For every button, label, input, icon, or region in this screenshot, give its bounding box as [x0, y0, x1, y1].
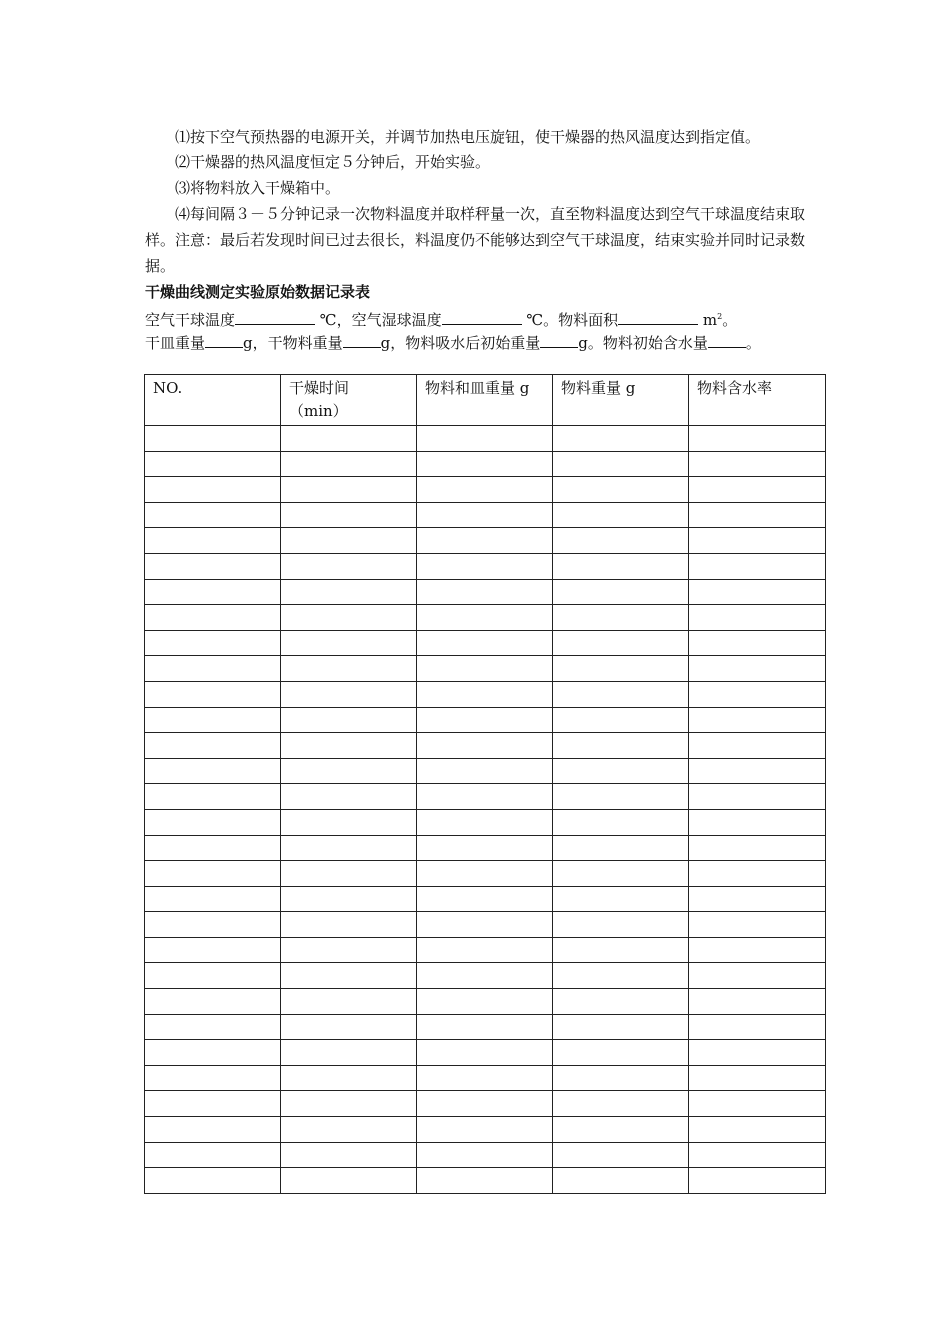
- table-cell[interactable]: [689, 579, 826, 605]
- table-cell[interactable]: [689, 502, 826, 528]
- table-cell[interactable]: [145, 553, 281, 579]
- table-row: [145, 733, 826, 759]
- table-cell[interactable]: [145, 758, 281, 784]
- table-cell[interactable]: [417, 835, 553, 861]
- table-cell[interactable]: [281, 1117, 417, 1143]
- dry-bulb-label: 空气干球温度: [145, 311, 236, 329]
- table-cell[interactable]: [145, 784, 281, 810]
- table-cell[interactable]: [417, 1091, 553, 1117]
- table-cell[interactable]: [553, 707, 689, 733]
- header-drying-time: 干燥时间 （min）: [281, 375, 417, 426]
- table-row: [145, 912, 826, 938]
- initial-moisture-blank[interactable]: [708, 332, 746, 348]
- table-row: [145, 656, 826, 682]
- table-cell[interactable]: [145, 451, 281, 477]
- table-cell[interactable]: [281, 1014, 417, 1040]
- step-4: ⑷每间隔３－５分钟记录一次物料温度并取样秤量一次，直至物料温度达到空气干球温度结束取样。注意：最后若发现时间已过去很长，料温度仍不能够达到空气干球温度，结束实验并同时记录数据。: [145, 205, 806, 275]
- table-cell[interactable]: [553, 912, 689, 938]
- table-row: [145, 1040, 826, 1066]
- table-cell[interactable]: [553, 1091, 689, 1117]
- table-cell[interactable]: [281, 886, 417, 912]
- table-cell[interactable]: [281, 605, 417, 631]
- header-no: NO.: [145, 375, 281, 426]
- table-cell[interactable]: [417, 963, 553, 989]
- table-cell[interactable]: [281, 1142, 417, 1168]
- table-cell[interactable]: [689, 605, 826, 631]
- table-cell[interactable]: [281, 809, 417, 835]
- table-cell[interactable]: [553, 1142, 689, 1168]
- table-cell[interactable]: [145, 477, 281, 503]
- table-cell[interactable]: [145, 1065, 281, 1091]
- table-cell[interactable]: [281, 784, 417, 810]
- step-3: ⑶将物料放入干燥箱中。: [175, 179, 341, 197]
- table-row: [145, 579, 826, 605]
- step-2: ⑵干燥器的热风温度恒定５分钟后，开始实验。: [175, 153, 491, 171]
- area-unit-exponent: 2: [717, 312, 723, 321]
- table-row: [145, 502, 826, 528]
- table-cell[interactable]: [553, 681, 689, 707]
- table-cell[interactable]: [689, 528, 826, 554]
- table-cell[interactable]: [417, 630, 553, 656]
- line1-end: 。: [722, 311, 738, 329]
- table-cell[interactable]: [689, 1065, 826, 1091]
- table-cell[interactable]: [417, 886, 553, 912]
- header-material-weight: 物料重量 g: [553, 375, 689, 426]
- area-label: ℃。物料面积: [526, 311, 619, 329]
- table-cell[interactable]: [417, 784, 553, 810]
- table-cell[interactable]: [281, 1040, 417, 1066]
- table-cell[interactable]: [145, 681, 281, 707]
- table-cell[interactable]: [553, 1117, 689, 1143]
- table-row: [145, 451, 826, 477]
- header-material-dish-weight: 物料和皿重量 g: [417, 375, 553, 426]
- table-cell[interactable]: [281, 835, 417, 861]
- table-cell[interactable]: [689, 477, 826, 503]
- table-cell[interactable]: [281, 707, 417, 733]
- initial-moisture-label: g。物料初始含水量: [578, 334, 708, 352]
- table-cell[interactable]: [553, 553, 689, 579]
- table-cell[interactable]: [145, 630, 281, 656]
- table-cell[interactable]: [553, 963, 689, 989]
- table-row: [145, 1014, 826, 1040]
- table-cell[interactable]: [553, 1014, 689, 1040]
- table-cell[interactable]: [145, 502, 281, 528]
- table-cell[interactable]: [281, 579, 417, 605]
- table-cell[interactable]: [553, 426, 689, 452]
- table-cell[interactable]: [689, 1117, 826, 1143]
- table-cell[interactable]: [553, 1065, 689, 1091]
- dish-weight-blank[interactable]: [205, 332, 243, 348]
- table-row: [145, 528, 826, 554]
- table-cell[interactable]: [281, 963, 417, 989]
- table-cell[interactable]: [689, 912, 826, 938]
- table-cell[interactable]: [417, 605, 553, 631]
- table-row: [145, 758, 826, 784]
- table-cell[interactable]: [145, 579, 281, 605]
- table-cell[interactable]: [689, 835, 826, 861]
- table-cell[interactable]: [553, 1040, 689, 1066]
- initial-weight-label: g，物料吸水后初始重量: [380, 334, 541, 352]
- table-cell[interactable]: [553, 937, 689, 963]
- table-row: [145, 681, 826, 707]
- table-cell[interactable]: [553, 605, 689, 631]
- table-cell[interactable]: [553, 1168, 689, 1194]
- table-cell[interactable]: [553, 835, 689, 861]
- table-cell[interactable]: [417, 809, 553, 835]
- table-cell[interactable]: [689, 989, 826, 1015]
- table-row: [145, 861, 826, 887]
- table-row: [145, 835, 826, 861]
- table-cell[interactable]: [281, 477, 417, 503]
- table-cell[interactable]: [281, 1065, 417, 1091]
- table-cell[interactable]: [281, 989, 417, 1015]
- table-cell[interactable]: [281, 758, 417, 784]
- table-cell[interactable]: [553, 733, 689, 759]
- table-cell[interactable]: [281, 1091, 417, 1117]
- table-cell[interactable]: [145, 1142, 281, 1168]
- table-cell[interactable]: [417, 477, 553, 503]
- table-cell[interactable]: [417, 1040, 553, 1066]
- table-cell[interactable]: [553, 528, 689, 554]
- table-cell[interactable]: [145, 835, 281, 861]
- document-body: [145, 124, 825, 355]
- table-cell[interactable]: [553, 656, 689, 682]
- table-cell[interactable]: [417, 912, 553, 938]
- header-moisture-content: 物料含水率: [689, 375, 826, 426]
- table-row: [145, 426, 826, 452]
- dry-material-label: g，干物料重量: [243, 334, 343, 352]
- wet-bulb-label: ℃，空气湿球温度: [319, 311, 442, 329]
- drying-data-table: [144, 374, 826, 1194]
- line2-end: 。: [745, 334, 761, 352]
- table-cell[interactable]: [689, 733, 826, 759]
- initial-weight-blank[interactable]: [540, 332, 578, 348]
- table-cell[interactable]: [553, 579, 689, 605]
- table-cell[interactable]: [145, 1014, 281, 1040]
- table-cell[interactable]: [145, 809, 281, 835]
- table-cell[interactable]: [281, 426, 417, 452]
- table-cell[interactable]: [281, 733, 417, 759]
- table-cell[interactable]: [689, 1142, 826, 1168]
- table-cell[interactable]: [145, 656, 281, 682]
- table-cell[interactable]: [281, 451, 417, 477]
- table-cell[interactable]: [281, 630, 417, 656]
- table-cell[interactable]: [145, 1168, 281, 1194]
- table-cell[interactable]: [145, 963, 281, 989]
- table-cell[interactable]: [553, 451, 689, 477]
- table-cell[interactable]: [145, 989, 281, 1015]
- table-cell[interactable]: [145, 733, 281, 759]
- table-cell[interactable]: [553, 784, 689, 810]
- table-cell[interactable]: [689, 758, 826, 784]
- table-cell[interactable]: [145, 528, 281, 554]
- table-row: [145, 1142, 826, 1168]
- dry-bulb-blank[interactable]: [235, 309, 315, 325]
- table-cell[interactable]: [145, 861, 281, 887]
- table-cell[interactable]: [553, 630, 689, 656]
- table-row: [145, 553, 826, 579]
- table-row: [145, 963, 826, 989]
- table-cell[interactable]: [553, 861, 689, 887]
- table-cell[interactable]: [553, 809, 689, 835]
- table-cell[interactable]: [689, 681, 826, 707]
- table-cell[interactable]: [689, 861, 826, 887]
- table-cell[interactable]: [417, 733, 553, 759]
- table-cell[interactable]: [417, 426, 553, 452]
- table-row: [145, 1065, 826, 1091]
- table-header-row: [145, 375, 826, 426]
- table-row: [145, 477, 826, 503]
- table-cell[interactable]: [145, 426, 281, 452]
- table-cell[interactable]: [689, 451, 826, 477]
- table-cell[interactable]: [553, 502, 689, 528]
- table-cell[interactable]: [689, 809, 826, 835]
- table-row: [145, 989, 826, 1015]
- area-blank[interactable]: [618, 309, 698, 325]
- table-row: [145, 1091, 826, 1117]
- table-cell[interactable]: [145, 1117, 281, 1143]
- table-cell[interactable]: [417, 1168, 553, 1194]
- table-cell[interactable]: [281, 1168, 417, 1194]
- dish-weight-label: 干皿重量: [145, 334, 206, 352]
- table-cell[interactable]: [417, 861, 553, 887]
- conditions-line-1: [145, 305, 825, 332]
- table-row: [145, 1168, 826, 1194]
- table-cell[interactable]: [281, 681, 417, 707]
- table-cell[interactable]: [145, 886, 281, 912]
- table-cell[interactable]: [553, 886, 689, 912]
- table-cell[interactable]: [281, 528, 417, 554]
- table-cell[interactable]: [553, 989, 689, 1015]
- step-1: ⑴按下空气预热器的电源开关，并调节加热电压旋钮，使干燥器的热风温度达到指定值。: [175, 128, 761, 146]
- table-row: [145, 1117, 826, 1143]
- table-cell[interactable]: [417, 502, 553, 528]
- table-cell[interactable]: [417, 553, 553, 579]
- dry-material-blank[interactable]: [343, 332, 381, 348]
- table-row: [145, 886, 826, 912]
- table-cell[interactable]: [145, 1091, 281, 1117]
- table-cell[interactable]: [281, 553, 417, 579]
- table-cell[interactable]: [689, 656, 826, 682]
- table-cell[interactable]: [145, 937, 281, 963]
- conditions-line-2: [145, 332, 825, 355]
- wet-bulb-blank[interactable]: [442, 309, 522, 325]
- table-cell[interactable]: [689, 886, 826, 912]
- table-cell[interactable]: [281, 937, 417, 963]
- table-cell[interactable]: [417, 758, 553, 784]
- table-cell[interactable]: [689, 1091, 826, 1117]
- table-cell[interactable]: [417, 989, 553, 1015]
- table-cell[interactable]: [281, 861, 417, 887]
- table-cell[interactable]: [689, 963, 826, 989]
- table-cell[interactable]: [145, 605, 281, 631]
- table-cell[interactable]: [689, 1168, 826, 1194]
- table-cell[interactable]: [417, 579, 553, 605]
- table-cell[interactable]: [145, 912, 281, 938]
- table-cell[interactable]: [417, 656, 553, 682]
- table-cell[interactable]: [689, 784, 826, 810]
- table-row: [145, 707, 826, 733]
- table-cell[interactable]: [553, 758, 689, 784]
- table-cell[interactable]: [689, 1014, 826, 1040]
- table-cell[interactable]: [417, 937, 553, 963]
- table-cell[interactable]: [281, 656, 417, 682]
- table-cell[interactable]: [417, 1142, 553, 1168]
- table-title: 干燥曲线测定实验原始数据记录表: [145, 283, 371, 301]
- table-cell[interactable]: [553, 477, 689, 503]
- area-unit: m: [702, 311, 718, 329]
- table-cell[interactable]: [689, 553, 826, 579]
- table-cell[interactable]: [281, 502, 417, 528]
- table-cell[interactable]: [417, 528, 553, 554]
- table-cell[interactable]: [689, 707, 826, 733]
- table-cell[interactable]: [689, 937, 826, 963]
- table-row: [145, 630, 826, 656]
- table-cell[interactable]: [689, 1040, 826, 1066]
- table-row: [145, 809, 826, 835]
- table-row: [145, 605, 826, 631]
- table-cell[interactable]: [417, 1065, 553, 1091]
- table-cell[interactable]: [689, 630, 826, 656]
- table-row: [145, 937, 826, 963]
- table-row: [145, 784, 826, 810]
- table-cell[interactable]: [417, 681, 553, 707]
- table-cell[interactable]: [281, 912, 417, 938]
- table-cell[interactable]: [417, 707, 553, 733]
- table-cell[interactable]: [145, 707, 281, 733]
- table-cell[interactable]: [145, 1040, 281, 1066]
- table-cell[interactable]: [417, 451, 553, 477]
- table-cell[interactable]: [689, 426, 826, 452]
- table-cell[interactable]: [417, 1014, 553, 1040]
- table-cell[interactable]: [417, 1117, 553, 1143]
